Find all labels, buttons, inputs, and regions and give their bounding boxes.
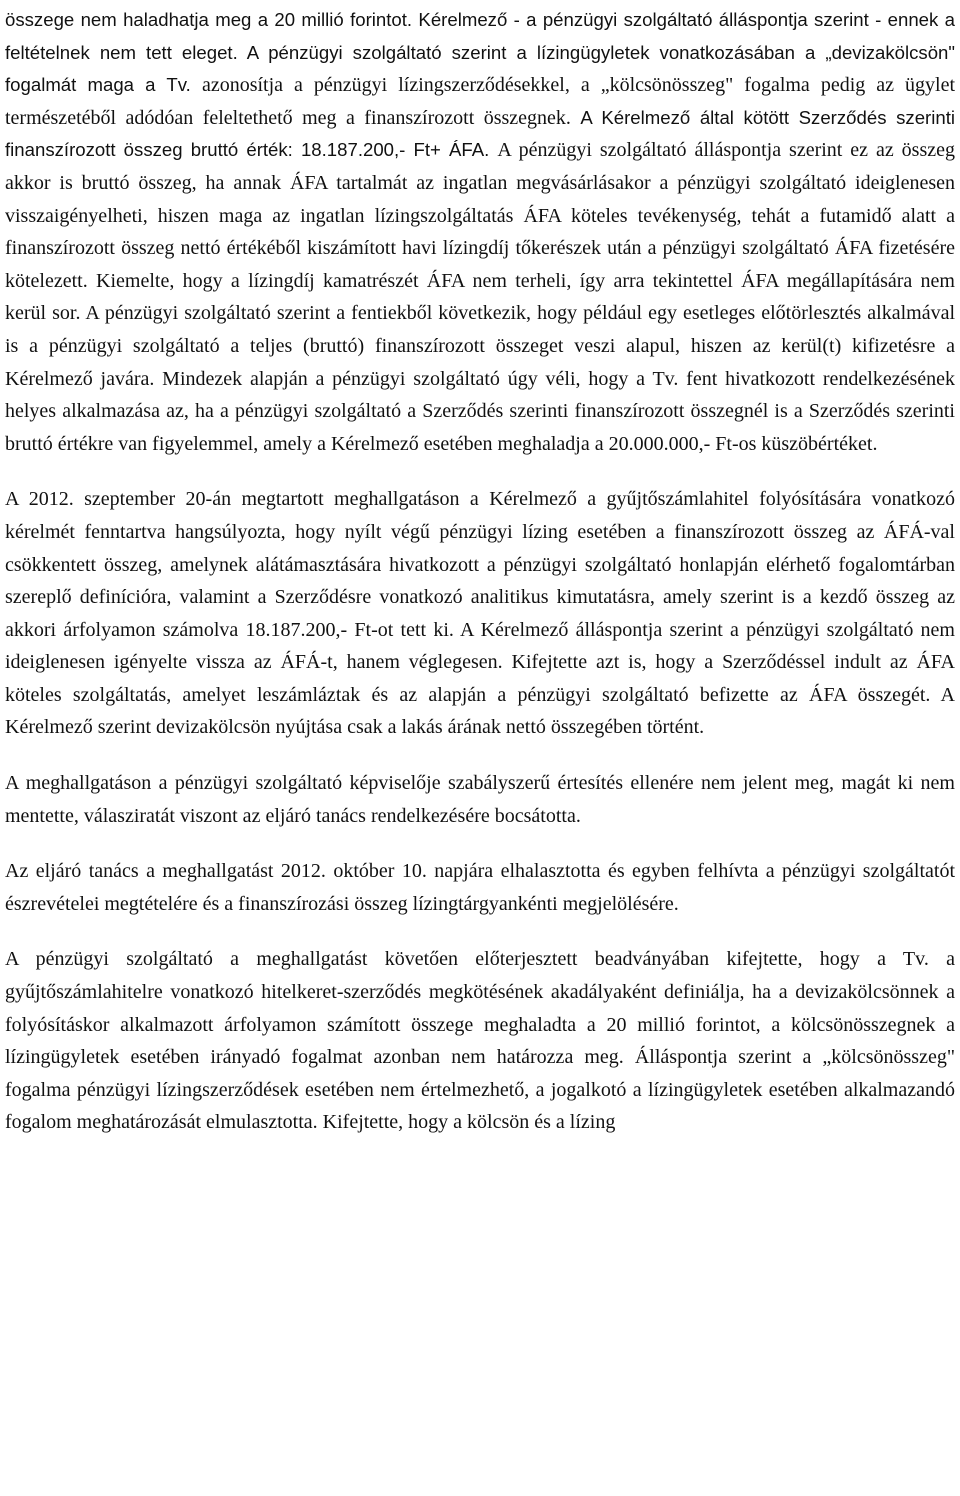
text-segment: A 2012. szeptember 20-án megtartott meghallgatáson a Kérelmező a gyűjtőszámlahitel folyósítására vonatkozó kérelmét fenntartva hangsúlyozta, hogy nyílt végű pénzügyi lízing esetében a finanszírozott összeg az ÁFÁ-val csökkentett összeg, amelynek alátámasztására hivatkozott a pénzügyi szolgáltató honlapján elérhető fogalomtárban szereplő definícióra, valamint a Szerződésre vonatkozó analitikus kimutatásra, amely szerint is a kezdő összeg az akkori árfolyamon számolva 18.187.200,- Ft-ot tett ki. A Kérelmező álláspontja szerint a pénzügyi szolgáltató nem ideiglenesen igényelte vissza az ÁFÁ-t, hanem véglegesen. Kifejtette azt is, hogy a Szerződéssel indult az ÁFA köteles szolgáltatás, amelyet leszámláztak és az alapján a pénzügyi szolgáltató befizette az ÁFA összegét. A Kérelmező szerint devizakölcsön nyújtása csak a lakás árának nettó összegében történt. bbox=[5, 488, 955, 739]
text-segment: összege nem haladhatja meg a 20 millió forintot. Kérelmező - a pénzügyi szolgáltató álláspontja szerint - ennek a feltételnek nem tett eleget. A pénzügyi szolgáltató szerint a lízingügyletek vonatkozásában a „devizakölcsön" fogalmát maga a Tv. bbox=[5, 9, 955, 96]
text-segment: A Kérelmező által kötött Szerződés szerinti finanszírozott összeg bruttó érték: 18.187.200,- Ft+ ÁFA. bbox=[5, 106, 955, 161]
paragraph-2 bbox=[5, 483, 955, 744]
paragraph-5 bbox=[5, 943, 955, 1139]
text-segment: A pénzügyi szolgáltató álláspontja szerint ez az összeg akkor is bruttó összeg, ha annak ÁFA tartalmát az ingatlan megvásárlásakor a pénzügyi szolgáltató ideiglenesen visszaigényelheti, hiszen maga az ingatlan lízingszolgáltatás ÁFA köteles tevékenység, tehát a futamidő alatt a finanszírozott összeg nettó értékéből kiszámított havi lízingdíj tőkerészek után a pénzügyi szolgáltató ÁFA fizetésére kötelezett. Kiemelte, hogy a lízingdíj kamatrészét ÁFA nem terheli, így arra tekintettel ÁFA megállapítására nem kerül sor. A pénzügyi szolgáltató szerint a fentiekből következik, hogy például egy esetleges előtörlesztés alkalmával is a pénzügyi szolgáltató a teljes (bruttó) finanszírozott összeget veszi alapul, hiszen az kerül(t) kifizetésre a Kérelmező javára. Mindezek alapján a pénzügyi szolgáltató úgy véli, hogy a Tv. fent hivatkozott rendelkezésének helyes alkalmazása az, ha a pénzügyi szolgáltató a Szerződés szerinti finanszírozott összegnél is a Szerződés szerinti bruttó értékre van figyelemmel, amely a Kérelmező esetében meghaladja a 20.000.000,- Ft-os küszöbértéket. bbox=[5, 139, 956, 455]
text-segment: azonosítja a pénzügyi lízingszerződésekkel, a „kölcsönösszeg" fogalma pedig az ügylet természetéből adódóan feleltethető meg a finanszírozott összegnek. bbox=[5, 74, 955, 129]
paragraph-4 bbox=[5, 855, 955, 920]
text-segment: A pénzügyi szolgáltató a meghallgatást követően előterjesztett beadványában kifejtette, hogy a Tv. a gyűjtőszámlahitelre vonatkozó hitelkeret-szerződés megkötésének akadályaként definiálja, ha a devizakölcsönnek a folyósításkor alkalmazott árfolyamon számított összege meghaladta a 20 millió forintot, a kölcsönösszegnek a lízingügyletek esetében irányadó fogalmat azonban nem határozza meg. Álláspontja szerint a „kölcsönösszeg" fogalma pénzügyi lízingszerződések esetében nem értelmezhető, a jogalkotó a lízingügyletek esetében alkalmazandó fogalom meghatározását elmulasztotta. Kifejtette, hogy a kölcsön és a lízing bbox=[5, 948, 955, 1134]
text-segment: Az eljáró tanács a meghallgatást 2012. október 10. napjára elhalasztotta és egyben felhívta a pénzügyi szolgáltatót észrevételei megtételére és a finanszírozási összeg lízingtárgyankénti megjelölésére. bbox=[5, 860, 955, 915]
paragraph-3 bbox=[5, 767, 955, 832]
document-page bbox=[5, 4, 955, 1139]
paragraph-1 bbox=[5, 4, 955, 460]
text-segment: A meghallgatáson a pénzügyi szolgáltató képviselője szabályszerű értesítés ellenére nem jelent meg, magát ki nem mentette, válasziratát viszont az eljáró tanács rendelkezésére bocsátotta. bbox=[5, 772, 955, 827]
